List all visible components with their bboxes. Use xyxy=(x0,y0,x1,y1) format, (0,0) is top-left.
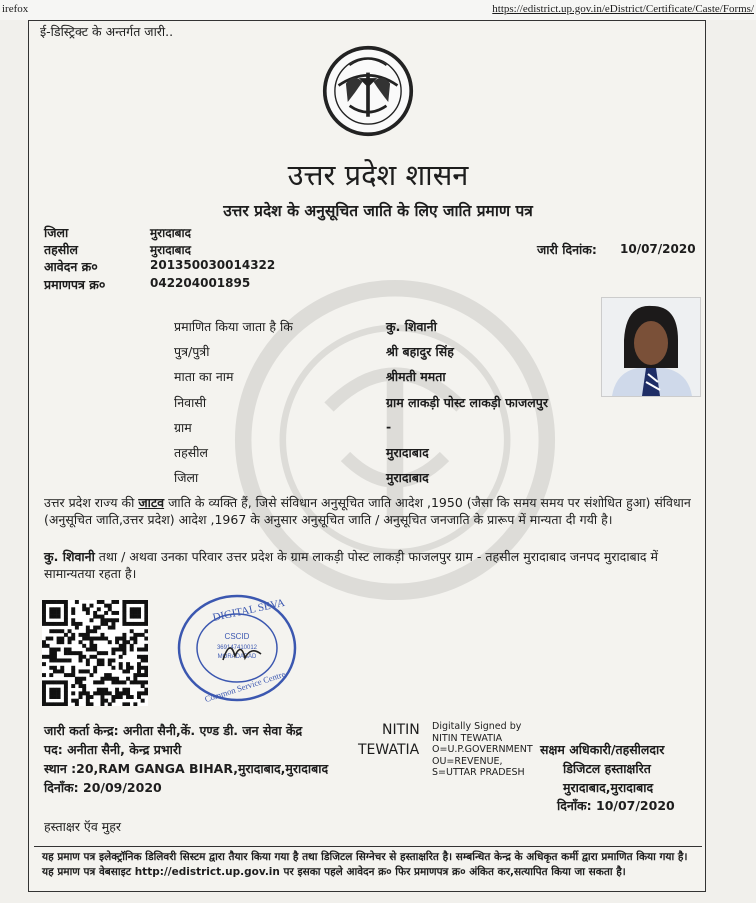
issuing-center: जारी कर्ता केन्द्र: अनीता सैनी,कें. एण्ड डी. जन सेवा केंद्र xyxy=(44,723,303,738)
certificate-label: प्रमाणपत्र क्र० xyxy=(44,277,106,292)
detail-label: माता का नाम xyxy=(174,369,234,384)
certificate-number: 042204001895 xyxy=(150,276,251,290)
browser-name: irefox xyxy=(2,3,29,15)
issuer-place: स्थान :20,RAM GANGA BIHAR,मुरादाबाद,मुरादाबाद xyxy=(44,761,329,776)
sign-seal-label: हस्ताक्षर ऍव मुहर xyxy=(44,819,121,834)
svg-text:Common Service Centre: Common Service Centre xyxy=(203,668,287,704)
browser-url[interactable]: https://edistrict.up.gov.in/eDistrict/Certificate/Caste/Forms/ xyxy=(492,3,754,15)
caste-statement: उत्तर प्रदेश राज्य की जाटव जाति के व्यक्ति हैं, जिसे संविधान अनुसूचित जाति आदेश ,1950 (जैसा कि समय समय पर संशोधित हुआ) संविधान (अनुसूचित जाति,उत्तर प्रदेश) आदेश ,1967 के अनुसार अनुसूचित जाति / अनुसूचित जनजाति के प्रारूप में मान्यता दी गयी है। xyxy=(44,495,691,527)
issue-date-value: 10/07/2020 xyxy=(620,242,696,256)
svg-text:DIGITAL SEVA: DIGITAL SEVA xyxy=(211,596,286,624)
up-emblem-icon xyxy=(322,45,414,137)
father-name: श्री बहादुर सिंह xyxy=(386,344,454,359)
caste-name: जाटव xyxy=(138,495,165,510)
issuer-date: दिनाँक: 20/09/2020 xyxy=(44,780,162,795)
authority-signature: डिजिटल हस्ताक्षरित xyxy=(563,761,651,776)
tehsil-value: मुरादाबाद xyxy=(150,243,192,257)
authority-place: मुरादाबाद,मुरादाबाद xyxy=(563,780,654,795)
detail-district: मुरादाबाद xyxy=(386,470,429,485)
applicant-name: कु. शिवानी xyxy=(386,319,437,334)
browser-print-header xyxy=(0,0,756,20)
residence-statement: कु. शिवानी तथा / अथवा उनका परिवार उत्तर प्रदेश के ग्राम लाकड़ी पोस्ट लाकड़ी फाजलपुर ग्राम - तहसील मुरादाबाद जनपद मुरादाबाद में सामान्यतया रहता है। xyxy=(44,549,659,581)
issuer-post: पद: अनीता सैनी, केन्द्र प्रभारी xyxy=(44,742,182,757)
detail-label: जिला xyxy=(174,470,199,485)
issue-date-label: जारी दिनांक: xyxy=(537,242,597,257)
authority-date: दिनाँक: 10/07/2020 xyxy=(557,798,675,813)
footer-disclaimer: यह प्रमाण पत्र इलेक्ट्रॉनिक डिलिवरी सिस्टम द्वारा तैयार किया गया है तथा डिजिटल सिग्नेचर से हस्ताक्षरित है। सम्बन्धित केन्द्र के अधिकृत कर्मी द्वारा प्रमाणित किया गया है। यह प्रमाण पत्र वेबसाइट http://edistrict.up.gov.in पर इसका पहले आवेदन क्र० फिर प्रमाणपत्र क्र० अंकित कर,सत्यापित किया जा सकता है। xyxy=(34,846,702,890)
detail-tehsil: मुरादाबाद xyxy=(386,445,429,460)
district-label: जिला xyxy=(44,225,69,240)
qr-code xyxy=(42,600,148,706)
svg-text:MORADABAD: MORADABAD xyxy=(217,654,257,660)
authority-title: सक्षम अधिकारी/तहसीलदार xyxy=(540,742,665,757)
signer-name-line2: TEWATIA xyxy=(358,742,420,758)
svg-text:369147410012: 369147410012 xyxy=(216,645,258,651)
header-note: ई-डिस्ट्रिक्ट के अन्तर्गत जारी.. xyxy=(40,24,174,39)
application-label: आवेदन क्र० xyxy=(44,259,98,274)
applicant-photo xyxy=(601,297,701,397)
application-number: 201350030014322 xyxy=(150,258,276,272)
digital-seva-seal xyxy=(175,592,300,704)
detail-label: निवासी xyxy=(174,395,207,410)
detail-label: तहसील xyxy=(174,445,208,460)
detail-label: पुत्र/पुत्री xyxy=(174,344,210,359)
village: - xyxy=(386,419,392,434)
certificate-subtitle: उत्तर प्रदेश के अनुसूचित जाति के लिए जाति प्रमाण पत्र xyxy=(223,202,533,220)
mother-name: श्रीमती ममता xyxy=(386,369,446,384)
tehsil-label: तहसील xyxy=(44,242,78,257)
statement-name: कु. शिवानी xyxy=(44,549,95,564)
detail-label: ग्राम xyxy=(174,420,192,435)
signer-name-line1: NITIN xyxy=(382,722,420,738)
detail-label: प्रमाणित किया जाता है कि xyxy=(174,319,293,334)
residence: ग्राम लाकड़ी पोस्ट लाकड़ी फाजलपुर xyxy=(386,395,548,410)
page-title: उत्तर प्रदेश शासन xyxy=(287,158,469,192)
svg-text:CSCID: CSCID xyxy=(224,632,250,641)
digital-signature-details: Digitally Signed by NITIN TEWATIA O=U.P.GOVERNMENT OU=REVENUE, S=UTTAR PRADESH xyxy=(432,721,533,778)
district-value: मुरादाबाद xyxy=(150,226,192,240)
